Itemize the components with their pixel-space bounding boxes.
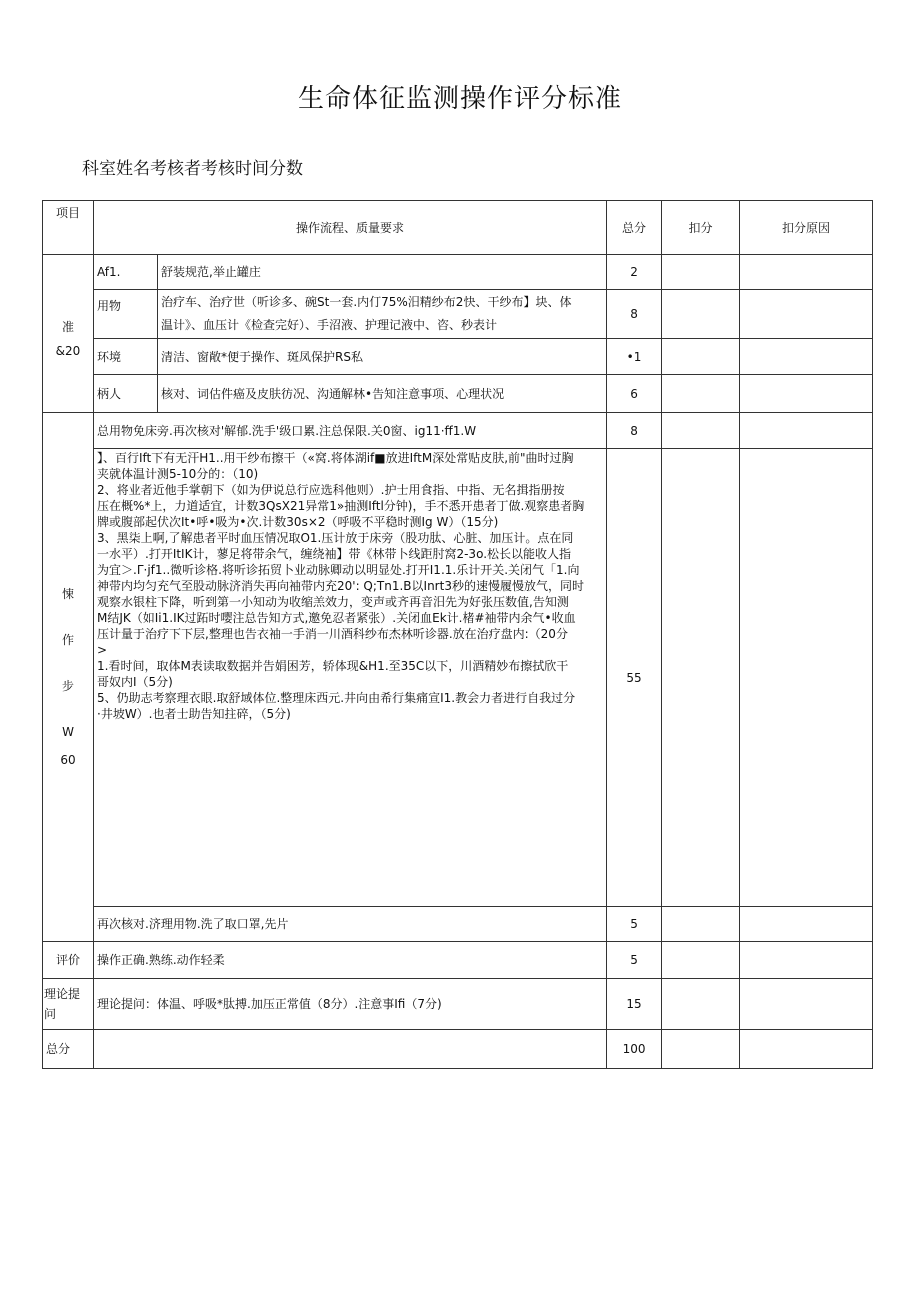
prep-sub-item: 柄人 bbox=[94, 375, 158, 413]
reason-cell[interactable] bbox=[740, 375, 873, 413]
deduct-cell[interactable] bbox=[662, 339, 740, 375]
header-process: 操作流程、质量要求 bbox=[94, 201, 607, 255]
prep-content: 清洁、窗敞*便于操作、斑凤保护RS私 bbox=[158, 339, 607, 375]
prep-content: 核对、词估件癌及皮肤彷况、沟通解林•告知注意事项、心理状况 bbox=[158, 375, 607, 413]
theory-label-line: 理论提 bbox=[44, 987, 81, 1001]
ops-step-line: 】、百行Ift下有无汗H1..用干纱布擦干（«窝.将体湖if■放进IftM深处常贴皮肤,前"曲时过胸 bbox=[97, 451, 574, 465]
header-item: 项目 bbox=[43, 201, 94, 255]
prep-sub-item: 环境 bbox=[94, 339, 158, 375]
ops-step-line: 牌或腹部起伏次It•呼•吸为•次.计数30s×2（呼吸不平稳时测Ig W）（15分) bbox=[97, 515, 499, 529]
prep-label-line-2: &20 bbox=[55, 343, 81, 358]
ops-score: 55 bbox=[607, 449, 662, 907]
reason-cell[interactable] bbox=[740, 942, 873, 979]
prep-section-label bbox=[43, 255, 94, 413]
ops-step-line: > bbox=[97, 643, 108, 657]
reason-cell[interactable] bbox=[740, 449, 873, 907]
prep-score: •1 bbox=[607, 339, 662, 375]
deduct-cell[interactable] bbox=[662, 255, 740, 290]
ops-step-line: 哥奴内I（5分) bbox=[97, 675, 173, 689]
reason-cell[interactable] bbox=[740, 979, 873, 1030]
eval-label: 评价 bbox=[43, 942, 94, 979]
theory-label-line: 问 bbox=[44, 1007, 57, 1021]
ops-step-line: 一水平）.打开ItIK计，蓼足将带余气，缠绕袖】带《林带卜线距肘窝2-3o.松长以能收人指 bbox=[97, 547, 572, 561]
theory-content: 理论提问：体温、呼吸*肽搏.加压正常值（8分）.注意事Ifi（7分) bbox=[94, 979, 607, 1030]
ops-label-char: 悚 bbox=[61, 587, 74, 601]
ops-content: 再次核对.济理用物.洗了取口罩,先片 bbox=[94, 907, 607, 942]
ops-step-line: 5、仍助志考察理衣眼.取舒域体位.整理床西元.井向由希行集痛宣I1.教会力者进行自我过分 bbox=[97, 691, 576, 705]
score-table bbox=[42, 200, 873, 1069]
prep-sub-item: Af1. bbox=[94, 255, 158, 290]
ops-step-line: 为宜＞.Γ·jf1..微听诊格.将听诊拓贸卜业动脉卿动以明显处.打开I1.1.乐计开关.关闭气「1.向 bbox=[97, 563, 580, 577]
ops-step-line: 1.看时间，取体M表读取数据并告娟困芳，轿体现&H1.至35C以下，川酒精妙布擦拭欣干 bbox=[97, 659, 569, 673]
table-row bbox=[43, 979, 873, 1030]
reason-cell[interactable] bbox=[740, 290, 873, 339]
deduct-cell[interactable] bbox=[662, 1030, 740, 1069]
ops-label-char: W bbox=[62, 725, 74, 739]
page-title: 生命体征监测操作评分标准 bbox=[297, 84, 622, 114]
ops-step-line: 3、黑柒上啊,了解患者平时血压情况取O1.压计放于床旁（股功肽、心脏、加压计。点在同 bbox=[97, 531, 574, 545]
ops-score: 8 bbox=[607, 413, 662, 449]
ops-step-line: 夹就体温计测5-10分的：（10) bbox=[97, 467, 259, 481]
prep-content-line: 温计》、血压计《检查完好）、手沼液、护理记液中、咨、秒表计 bbox=[161, 318, 498, 332]
table-header-row bbox=[43, 201, 873, 255]
deduct-cell[interactable] bbox=[662, 413, 740, 449]
reason-cell[interactable] bbox=[740, 1030, 873, 1069]
ops-step-line: 压计量于治疗下下层,整理也告衣袖一手消一川酒科纱布杰林听诊器.放在治疗盘内:（20分 bbox=[97, 627, 568, 641]
prep-content: 舒装规范,举止罐庄 bbox=[158, 255, 607, 290]
ops-label-char: 作 bbox=[61, 633, 74, 647]
table-row bbox=[43, 1030, 873, 1069]
deduct-cell[interactable] bbox=[662, 942, 740, 979]
exam-info-line: 科室姓名考核者考核时间分数 bbox=[82, 159, 303, 179]
table-row bbox=[43, 375, 873, 413]
prep-label-line-1: 准 bbox=[61, 319, 74, 334]
ops-step-line: 观察水银柱下降，听到第一小知动为收缩羔效力，变声或齐再音汨先为好张压数值,告知测 bbox=[97, 595, 569, 609]
table-row bbox=[43, 942, 873, 979]
deduct-cell[interactable] bbox=[662, 449, 740, 907]
reason-cell[interactable] bbox=[740, 413, 873, 449]
reason-cell[interactable] bbox=[740, 907, 873, 942]
table-row bbox=[43, 907, 873, 942]
eval-score: 5 bbox=[607, 942, 662, 979]
total-score: 100 bbox=[607, 1030, 662, 1069]
ops-steps-content bbox=[94, 449, 607, 907]
deduct-cell[interactable] bbox=[662, 979, 740, 1030]
table-row bbox=[43, 449, 873, 907]
reason-cell[interactable] bbox=[740, 339, 873, 375]
header-reason: 扣分原因 bbox=[740, 201, 873, 255]
header-total: 总分 bbox=[607, 201, 662, 255]
ops-step-line: 2、将业者近他手掌朝下（如为伊说总行应选科他则）.护士用食指、中指、无名揖指册按 bbox=[97, 483, 565, 497]
total-label: 总分 bbox=[43, 1030, 94, 1069]
theory-label bbox=[43, 979, 94, 1030]
prep-content-line: 治疗车、治疗世（听诊多、碗St一套.内仃75%汨精纱布2快、干纱布】块、体 bbox=[161, 295, 572, 309]
table-row bbox=[43, 413, 873, 449]
prep-score: 6 bbox=[607, 375, 662, 413]
deduct-cell[interactable] bbox=[662, 907, 740, 942]
ops-label-char: 60 bbox=[60, 753, 76, 767]
table-row bbox=[43, 255, 873, 290]
header-deduct: 扣分 bbox=[662, 201, 740, 255]
ops-content: 总用物免床旁.再次核对'解郁.洗手'级口累.注总保限.关0窗、ig11·ff1.W bbox=[94, 413, 607, 449]
table-row bbox=[43, 290, 873, 339]
ops-step-line: M结JK（如Ii1.IK过跖时嘤注总告知方式,邀免忍者紧张）.关闭血Ek计.楮#袖带内余气•收血 bbox=[97, 611, 576, 625]
ops-step-line: 压在概%*上，力道适宜，计数3QsX21异常1»抽测Iftl分钟)，手不悉开患者丁做.观察患者胸 bbox=[97, 499, 585, 513]
prep-score: 8 bbox=[607, 290, 662, 339]
deduct-cell[interactable] bbox=[662, 290, 740, 339]
reason-cell[interactable] bbox=[740, 255, 873, 290]
ops-label-char: 步 bbox=[61, 679, 74, 693]
table-row bbox=[43, 339, 873, 375]
theory-score: 15 bbox=[607, 979, 662, 1030]
prep-content bbox=[158, 290, 607, 339]
ops-step-line: ·井坡W）.也者士助告知拄碎，（5分) bbox=[97, 707, 291, 721]
prep-sub-item: 用物 bbox=[94, 290, 158, 339]
prep-score: 2 bbox=[607, 255, 662, 290]
total-content bbox=[94, 1030, 607, 1069]
eval-content: 操作正确.熟练.动作轻柔 bbox=[94, 942, 607, 979]
deduct-cell[interactable] bbox=[662, 375, 740, 413]
ops-score: 5 bbox=[607, 907, 662, 942]
ops-step-line: 神带内均匀充气至股动脉济消失再向袖带内充20': Q;Tn1.B以Inrt3秒的速慢履慢放气，同时 bbox=[97, 579, 584, 593]
ops-section-label bbox=[43, 413, 94, 942]
